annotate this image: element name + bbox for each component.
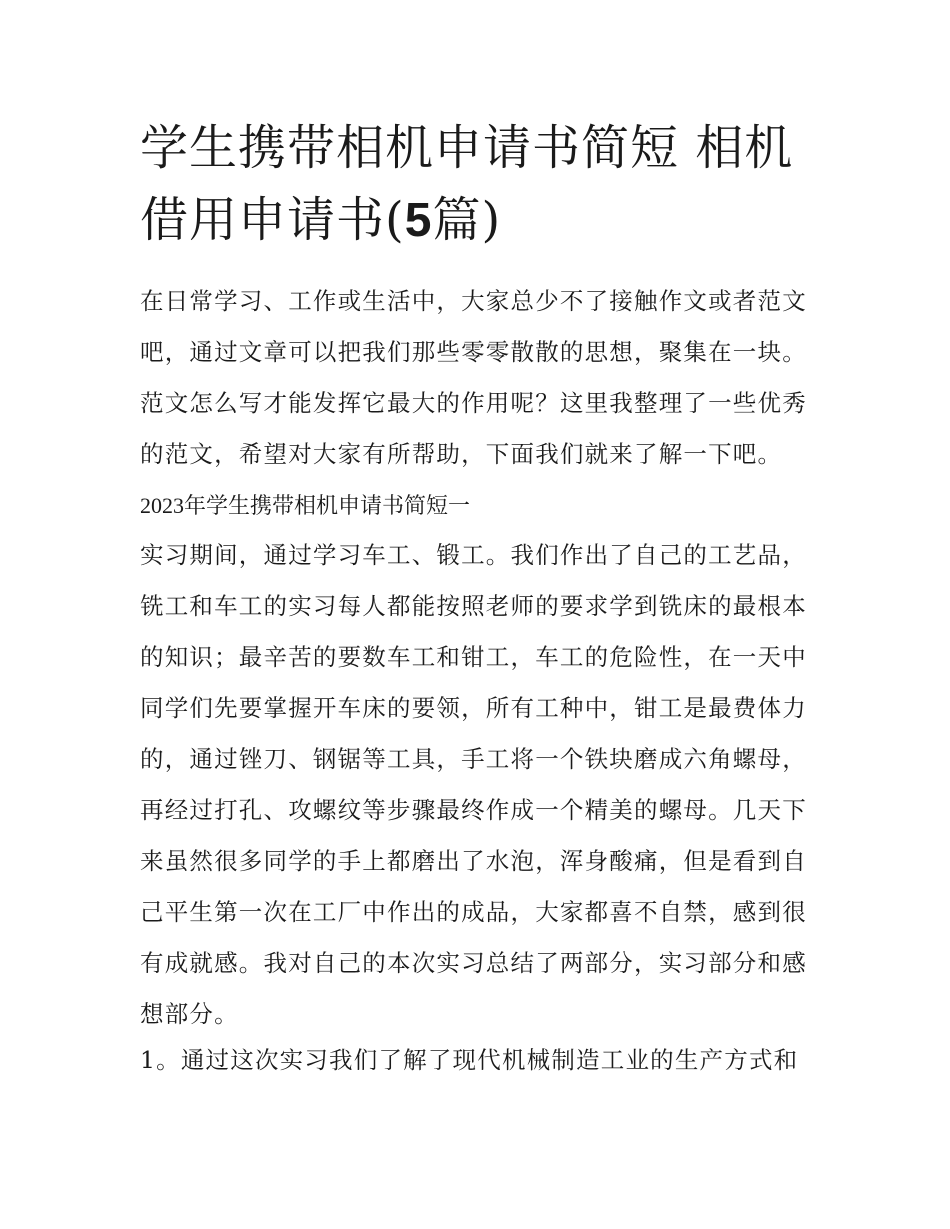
title-text-part2: 篇) [432, 192, 502, 248]
title-number: 5 [404, 194, 433, 247]
document-title [140, 112, 820, 257]
title-text-part1: 学生携带相机申请书简短 相机借用申请书( [140, 120, 794, 248]
intro-paragraph: 在日常学习、工作或生活中，大家总少不了接触作文或者范文吧，通过文章可以把我们那些零零散散的思想，聚集在一块。范文怎么写才能发挥它最大的作用呢？这里我整理了一些优秀的范文，希望对大家有所帮助，下面我们就来了解一下吧。 [140, 287, 807, 468]
list-paragraph-1: 1。通过这次实习我们了解了现代机械制造工业的生产方式和 [140, 1046, 799, 1074]
main-paragraph: 实习期间，通过学习车工、锻工。我们作出了自己的工艺品，铣工和车工的实习每人都能按照老师的要求学到铣床的最根本的知识；最辛苦的要数车工和钳工，车工的危险性，在一天中同学们先要掌握开车床的要领，所有工种中，钳工是最费体力的，通过锉刀、钢锯等工具，手工将一个铁块磨成六角螺母，再经过打孔、攻螺纹等步骤最终作成一个精美的螺母。几天下来虽然很多同学的手上都磨出了水泡，浑身酸痛，但是看到自己平生第一次在工厂中作出的成品，大家都喜不自禁，感到很有成就感。我对自己的本次实习总结了两部分，实习部分和感想部分。 [140, 541, 807, 1028]
section-heading: 2023年学生携带相机申请书简短一 [140, 493, 471, 518]
